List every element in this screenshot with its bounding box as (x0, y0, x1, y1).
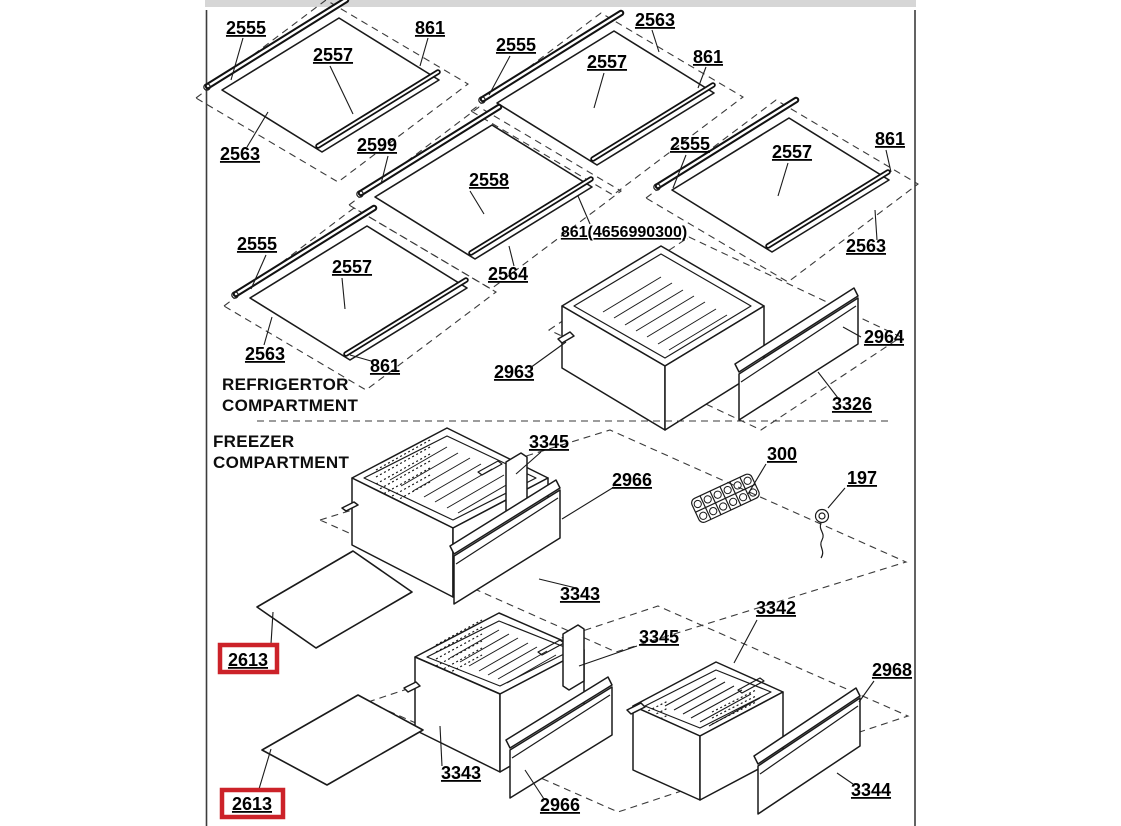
leader-line (530, 342, 566, 368)
refrigerator-title-line1: REFRIGERTOR (222, 375, 349, 394)
refrigerator-section (196, 0, 918, 430)
drawer-corner-post (563, 625, 584, 690)
part-label-freezer2-3342[interactable]: 3342 (755, 598, 797, 618)
freezer-section (213, 428, 912, 817)
part-label-shelfB-2563[interactable]: 2563 (634, 10, 676, 30)
leader-line (652, 30, 659, 52)
part-label-freezer2-3345[interactable]: 3345 (638, 627, 680, 647)
freezer-title-line2: COMPARTMENT (213, 453, 350, 472)
part-label-shelfE-2563[interactable]: 2563 (244, 344, 286, 364)
part-label-shelfA-2563[interactable]: 2563 (219, 144, 261, 164)
part-label-shelfC-2558[interactable]: 2558 (468, 170, 510, 190)
leader-line (886, 150, 891, 172)
freezer-compartment-title (213, 432, 349, 472)
part-label-crisper-2963[interactable]: 2963 (493, 362, 535, 382)
ice-cube-tray (690, 473, 761, 524)
part-label-freezer1-2966[interactable]: 2966 (611, 470, 653, 490)
leader-line (264, 317, 272, 345)
part-label-shelfA-2557[interactable]: 2557 (312, 45, 354, 65)
part-label-shelfE-861[interactable]: 861 (369, 356, 401, 376)
part-label-ice-tray-300[interactable]: 300 (766, 444, 798, 464)
leader-line (734, 620, 757, 663)
crisper-drawer (558, 246, 764, 430)
pin-ring (816, 510, 829, 523)
leader-line (251, 255, 266, 289)
part-label-freezer2-3343[interactable]: 3343 (440, 763, 482, 783)
part-label-shelfE-2555[interactable]: 2555 (236, 234, 278, 254)
freezer-glass-panel-2 (262, 695, 423, 785)
refrigerator-title-line2: COMPARTMENT (222, 396, 359, 415)
leader-line (828, 488, 845, 508)
part-label-197[interactable]: 197 (846, 468, 878, 488)
part-label-freezer1-3343[interactable]: 3343 (559, 584, 601, 604)
part-label-glass2-2613[interactable]: 2613 (231, 794, 273, 814)
part-label-shelfD-861[interactable]: 861 (874, 129, 906, 149)
part-label-shelfB-861[interactable]: 861 (692, 47, 724, 67)
part-label-shelfA-2555[interactable]: 2555 (225, 18, 267, 38)
leader-line (837, 773, 853, 784)
leader-line (259, 749, 271, 789)
top-page-divider (205, 0, 916, 7)
part-label-glass1-2613[interactable]: 2613 (227, 650, 269, 670)
highlighted-part-2613-lower[interactable] (222, 749, 283, 817)
part-label-freezer2-2966[interactable]: 2966 (539, 795, 581, 815)
part-label-freezer3-2968[interactable]: 2968 (871, 660, 913, 680)
part-label-freezer3-3344[interactable]: 3344 (850, 780, 892, 800)
part-label-shelfD-2555[interactable]: 2555 (669, 134, 711, 154)
part-label-crisper-3326[interactable]: 3326 (831, 394, 873, 414)
freezer-title-line1: FREEZER (213, 432, 295, 451)
leader-line (859, 681, 874, 702)
leader-line (420, 38, 428, 66)
highlighted-part-2613-upper[interactable] (220, 612, 277, 672)
leader-line (562, 487, 614, 519)
freezer-glass-panel-1 (257, 551, 412, 648)
part-label-shelfB-2557[interactable]: 2557 (586, 52, 628, 72)
part-label-shelfC-2564[interactable]: 2564 (487, 264, 529, 284)
leader-line (578, 196, 590, 224)
part-label-shelfA-861[interactable]: 861 (414, 18, 446, 38)
part-label-shelfD-2557[interactable]: 2557 (771, 142, 813, 162)
thermometer-pin-part (816, 510, 829, 559)
leader-line (231, 38, 243, 80)
part-label-shelfC-861-full[interactable]: 861(4656990300) (560, 224, 688, 241)
pin-tail (820, 523, 823, 558)
part-label-freezer1-3345[interactable]: 3345 (528, 432, 570, 452)
part-label-shelfE-2557[interactable]: 2557 (331, 257, 373, 277)
leader-line (818, 372, 838, 398)
part-label-shelfB-2555[interactable]: 2555 (495, 35, 537, 55)
part-label-crisper-2964[interactable]: 2964 (863, 327, 905, 347)
leader-line (509, 246, 514, 266)
refrigerator-compartment-title (222, 375, 358, 415)
part-label-shelfD-2563[interactable]: 2563 (845, 236, 887, 256)
part-label-shelfC-2599[interactable]: 2599 (356, 135, 398, 155)
